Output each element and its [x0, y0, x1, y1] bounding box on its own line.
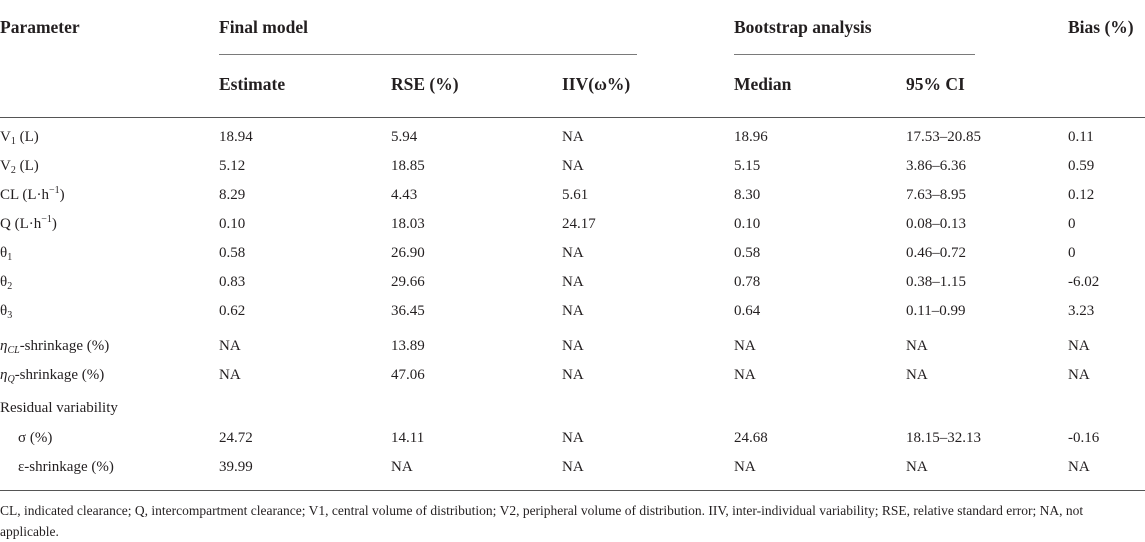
median-cell: 0.58: [734, 245, 761, 261]
bias-cell: 0.12: [1068, 187, 1095, 203]
estimate-cell: NA: [219, 338, 241, 354]
bootstrap-span-rule: [734, 54, 975, 55]
rse-cell: 47.06: [391, 367, 425, 383]
estimate-cell: 5.12: [219, 158, 246, 174]
final-model-span-rule: [219, 54, 637, 55]
bias-cell: 0: [1068, 216, 1076, 232]
estimate-cell: 24.72: [219, 430, 253, 446]
rse-cell: 4.43: [391, 187, 418, 203]
rse-cell: 18.03: [391, 216, 425, 232]
header-bias: Bias (%): [1068, 17, 1134, 37]
estimate-cell: 0.58: [219, 245, 246, 261]
header-rse: RSE (%): [391, 74, 459, 94]
ci-cell: 18.15–32.13: [906, 430, 981, 446]
row-label: $V_1$ (L): [0, 129, 39, 147]
ci-cell: 17.53–20.85: [906, 129, 981, 145]
rse-cell: NA: [391, 459, 413, 475]
iiv-cell: NA: [562, 245, 584, 261]
row-label: $\theta_1$: [0, 245, 13, 263]
ci-cell: NA: [906, 338, 928, 354]
rse-cell: 18.85: [391, 158, 425, 174]
rse-cell: 14.11: [391, 430, 425, 446]
estimate-cell: 39.99: [219, 459, 253, 475]
median-cell: 0.78: [734, 274, 761, 290]
bias-cell: -6.02: [1068, 274, 1100, 290]
row-label: $\eta_Q$-shrinkage (%): [0, 367, 105, 385]
bias-cell: 0: [1068, 245, 1076, 261]
header-bottom-rule: [0, 117, 1145, 118]
median-cell: 0.10: [734, 216, 761, 232]
iiv-cell: 5.61: [562, 187, 589, 203]
row-label: σ (%): [18, 430, 53, 446]
iiv-cell: NA: [562, 129, 584, 145]
bias-cell: 0.11: [1068, 129, 1094, 145]
median-cell: NA: [734, 459, 756, 475]
bias-cell: -0.16: [1068, 430, 1100, 446]
row-label: $\theta_3$: [0, 303, 13, 321]
ci-cell: 0.38–1.15: [906, 274, 966, 290]
bias-cell: NA: [1068, 367, 1090, 383]
median-cell: NA: [734, 338, 756, 354]
table-bottom-rule: [0, 490, 1145, 491]
estimate-cell: 0.10: [219, 216, 246, 232]
median-cell: 0.64: [734, 303, 761, 319]
table-footnote: CL, indicated clearance; Q, intercompartment clearance; V1, central volume of distribution; V2, peripheral volume of distribution. IIV, inter-individual variability; RSE, relative standard error; NA, not applicable.: [0, 503, 1084, 539]
bias-cell: NA: [1068, 459, 1090, 475]
header-bootstrap: Bootstrap analysis: [734, 17, 872, 37]
row-label: ε-shrinkage (%): [18, 459, 114, 475]
header-iiv: IIV(ω%): [562, 74, 631, 94]
median-cell: NA: [734, 367, 756, 383]
iiv-cell: NA: [562, 274, 584, 290]
header-ci: 95% CI: [906, 74, 965, 94]
iiv-cell: 24.17: [562, 216, 596, 232]
rse-cell: 36.45: [391, 303, 425, 319]
iiv-cell: NA: [562, 303, 584, 319]
iiv-cell: NA: [562, 430, 584, 446]
ci-cell: NA: [906, 459, 928, 475]
ci-cell: 0.08–0.13: [906, 216, 966, 232]
estimate-cell: 8.29: [219, 187, 246, 203]
header-estimate: Estimate: [219, 74, 286, 94]
ci-cell: 7.63–8.95: [906, 187, 966, 203]
estimate-cell: 0.83: [219, 274, 246, 290]
rse-cell: 29.66: [391, 274, 425, 290]
median-cell: 8.30: [734, 187, 761, 203]
estimate-cell: 0.62: [219, 303, 246, 319]
row-label: CL $(L\cdot h^{-1})$: [0, 185, 65, 203]
iiv-cell: NA: [562, 338, 584, 354]
ci-cell: 0.11–0.99: [906, 303, 966, 319]
rse-cell: 13.89: [391, 338, 425, 354]
median-cell: 24.68: [734, 430, 768, 446]
row-label: $\eta_{CL}$-shrinkage (%): [0, 338, 110, 356]
rse-cell: 5.94: [391, 129, 418, 145]
row-label: Q $(L\cdot h^{-1})$: [0, 214, 57, 232]
ci-cell: 0.46–0.72: [906, 245, 966, 261]
iiv-cell: NA: [562, 158, 584, 174]
median-cell: 5.15: [734, 158, 761, 174]
header-median: Median: [734, 74, 792, 94]
iiv-cell: NA: [562, 459, 584, 475]
bias-cell: 0.59: [1068, 158, 1095, 174]
row-label: $V_2$ (L): [0, 158, 39, 176]
section-label-residual: Residual variability: [0, 400, 118, 416]
estimate-cell: 18.94: [219, 129, 253, 145]
median-cell: 18.96: [734, 129, 768, 145]
estimate-cell: NA: [219, 367, 241, 383]
bias-cell: 3.23: [1068, 303, 1095, 319]
header-parameter: Parameter: [0, 17, 80, 37]
bias-cell: NA: [1068, 338, 1090, 354]
row-label: $\theta_2$: [0, 274, 13, 292]
rse-cell: 26.90: [391, 245, 425, 261]
header-final-model: Final model: [219, 17, 308, 37]
iiv-cell: NA: [562, 367, 584, 383]
ci-cell: NA: [906, 367, 928, 383]
ci-cell: 3.86–6.36: [906, 158, 966, 174]
